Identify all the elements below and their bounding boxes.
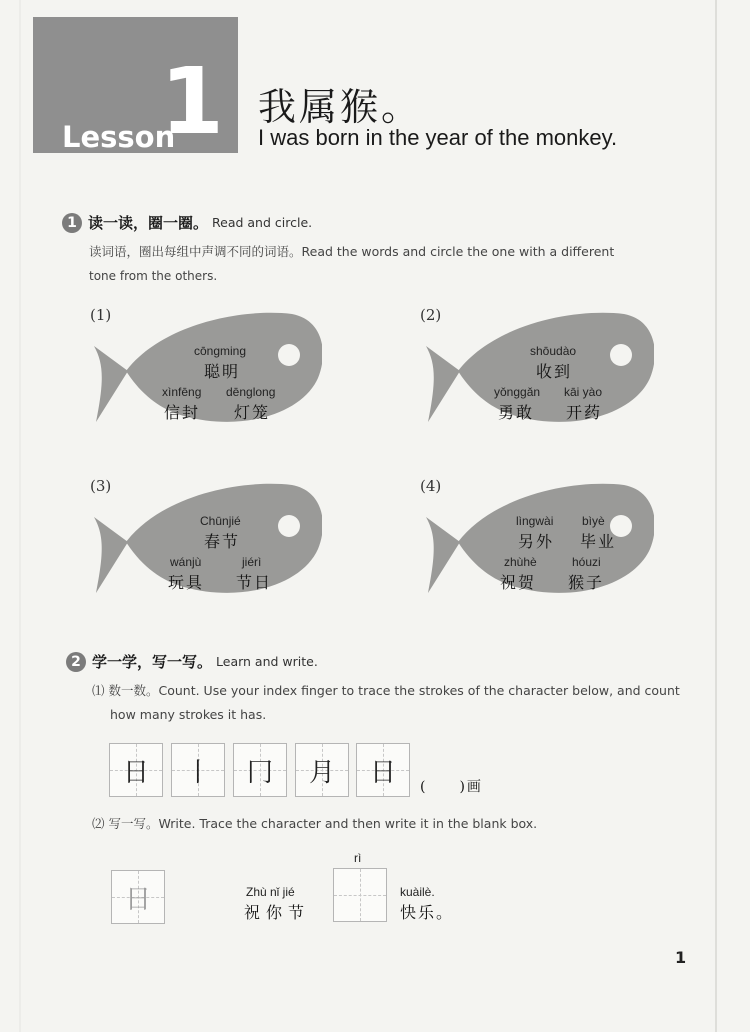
section-2-heading-chinese: 学一学，写一写。 [92,653,213,671]
ending-pinyin: kuàilè. [400,885,435,899]
group-3-word-3-hanzi: 节日 [236,573,273,592]
stroke-char-5: 日 [369,757,396,788]
stroke-box-5 [356,743,410,797]
section-1-instruction-line-2: tone from the others. [89,269,218,283]
group-2-word-3-pinyin: kāi yào [564,385,603,399]
section-1-instruction-line-1: 读词语，圈出每组中声调不同的词语。Read the words and circle the one with a different [89,244,615,259]
part-2-instruction: ⑵ 写一写。Write. Trace the character and then write it in the blank box. [92,816,538,831]
lesson-title-english: I was born in the year of the monkey. [258,125,618,150]
stroke-char-2: 丨 [184,757,211,788]
group-4-word-3-hanzi: 祝贺 [500,573,537,592]
stroke-box-2 [171,743,225,797]
section-2-heading [66,651,318,672]
section-1-heading [62,212,312,233]
stroke-count-answer[interactable]: ( )画 [420,779,483,795]
lesson-title-chinese: 我属猴。 [258,85,423,129]
stroke-char-3: 冂 [246,757,273,788]
group-4-word-3-pinyin: zhùhè [504,555,537,569]
group-3-word-2-hanzi: 玩具 [168,573,205,592]
group-1-word-3-pinyin: dēnglong [226,385,276,399]
trace-char: 日 [124,884,151,915]
group-3-word-1-pinyin: Chūnjié [200,514,241,528]
blank-write-box[interactable] [333,868,387,922]
group-3-word-3-pinyin: jiérì [242,555,262,569]
group-1-word-3-hanzi: 灯笼 [234,403,271,422]
group-4-word-2-pinyin: bìyè [582,514,605,528]
group-2-word-1-pinyin: shōudào [530,344,577,358]
group-4-word-1-pinyin: lìngwài [516,514,554,528]
group-1-word-2-hanzi: 信封 [164,403,201,422]
blank-pinyin: rì [354,851,362,865]
part-1-instruction-line-1: ⑴ 数一数。Count. Use your index finger to trace the strokes of the character below, and count [92,683,680,698]
stroke-box-4 [295,743,349,797]
ending-hanzi: 快乐。 [400,903,455,922]
group-2-word-2-hanzi: 勇敢 [498,403,535,422]
phrase-hanzi: 祝你节 [244,903,311,922]
trace-box[interactable] [111,870,165,924]
section-2-heading-english: Learn and write. [216,654,318,669]
group-4-word-1-hanzi: 另外 [518,532,555,551]
group-4-label: (4) [420,477,442,495]
stroke-box-1 [109,743,163,797]
group-2-word-2-pinyin: yǒnggǎn [494,385,541,399]
group-4-word-2-hanzi: 毕业 [580,532,617,551]
stroke-char-1: 日 [122,757,149,788]
group-1-label: (1) [90,306,112,324]
group-2-word-3-hanzi: 开药 [566,403,603,422]
stroke-box-3 [233,743,287,797]
group-1-word-2-pinyin: xìnfēng [162,385,202,399]
group-2-word-1-hanzi: 收到 [536,362,573,381]
section-1-badge: 1 [62,213,82,233]
lesson-number: 1 [160,48,225,155]
part-1-instruction-line-2: how many strokes it has. [110,707,267,722]
group-3-word-2-pinyin: wánjù [170,555,202,569]
section-1-heading-chinese: 读一读，圈一圈。 [88,214,209,232]
lesson-label: Lesson [62,120,176,154]
group-3-label: (3) [90,477,112,495]
group-2-label: (2) [420,306,442,324]
group-1-word-1-hanzi: 聪明 [204,362,241,381]
phrase-pinyin: Zhù nǐ jié [246,885,295,899]
section-2-badge: 2 [66,652,86,672]
group-4-word-4-hanzi: 猴子 [568,573,605,592]
group-1-word-1-pinyin: cōngming [194,344,247,358]
stroke-char-4: 月 [308,757,335,788]
group-4-word-4-pinyin: hóuzi [572,555,601,569]
section-1-heading-english: Read and circle. [212,215,313,230]
group-3-word-1-hanzi: 春节 [204,532,241,551]
page-number: 1 [675,948,687,967]
